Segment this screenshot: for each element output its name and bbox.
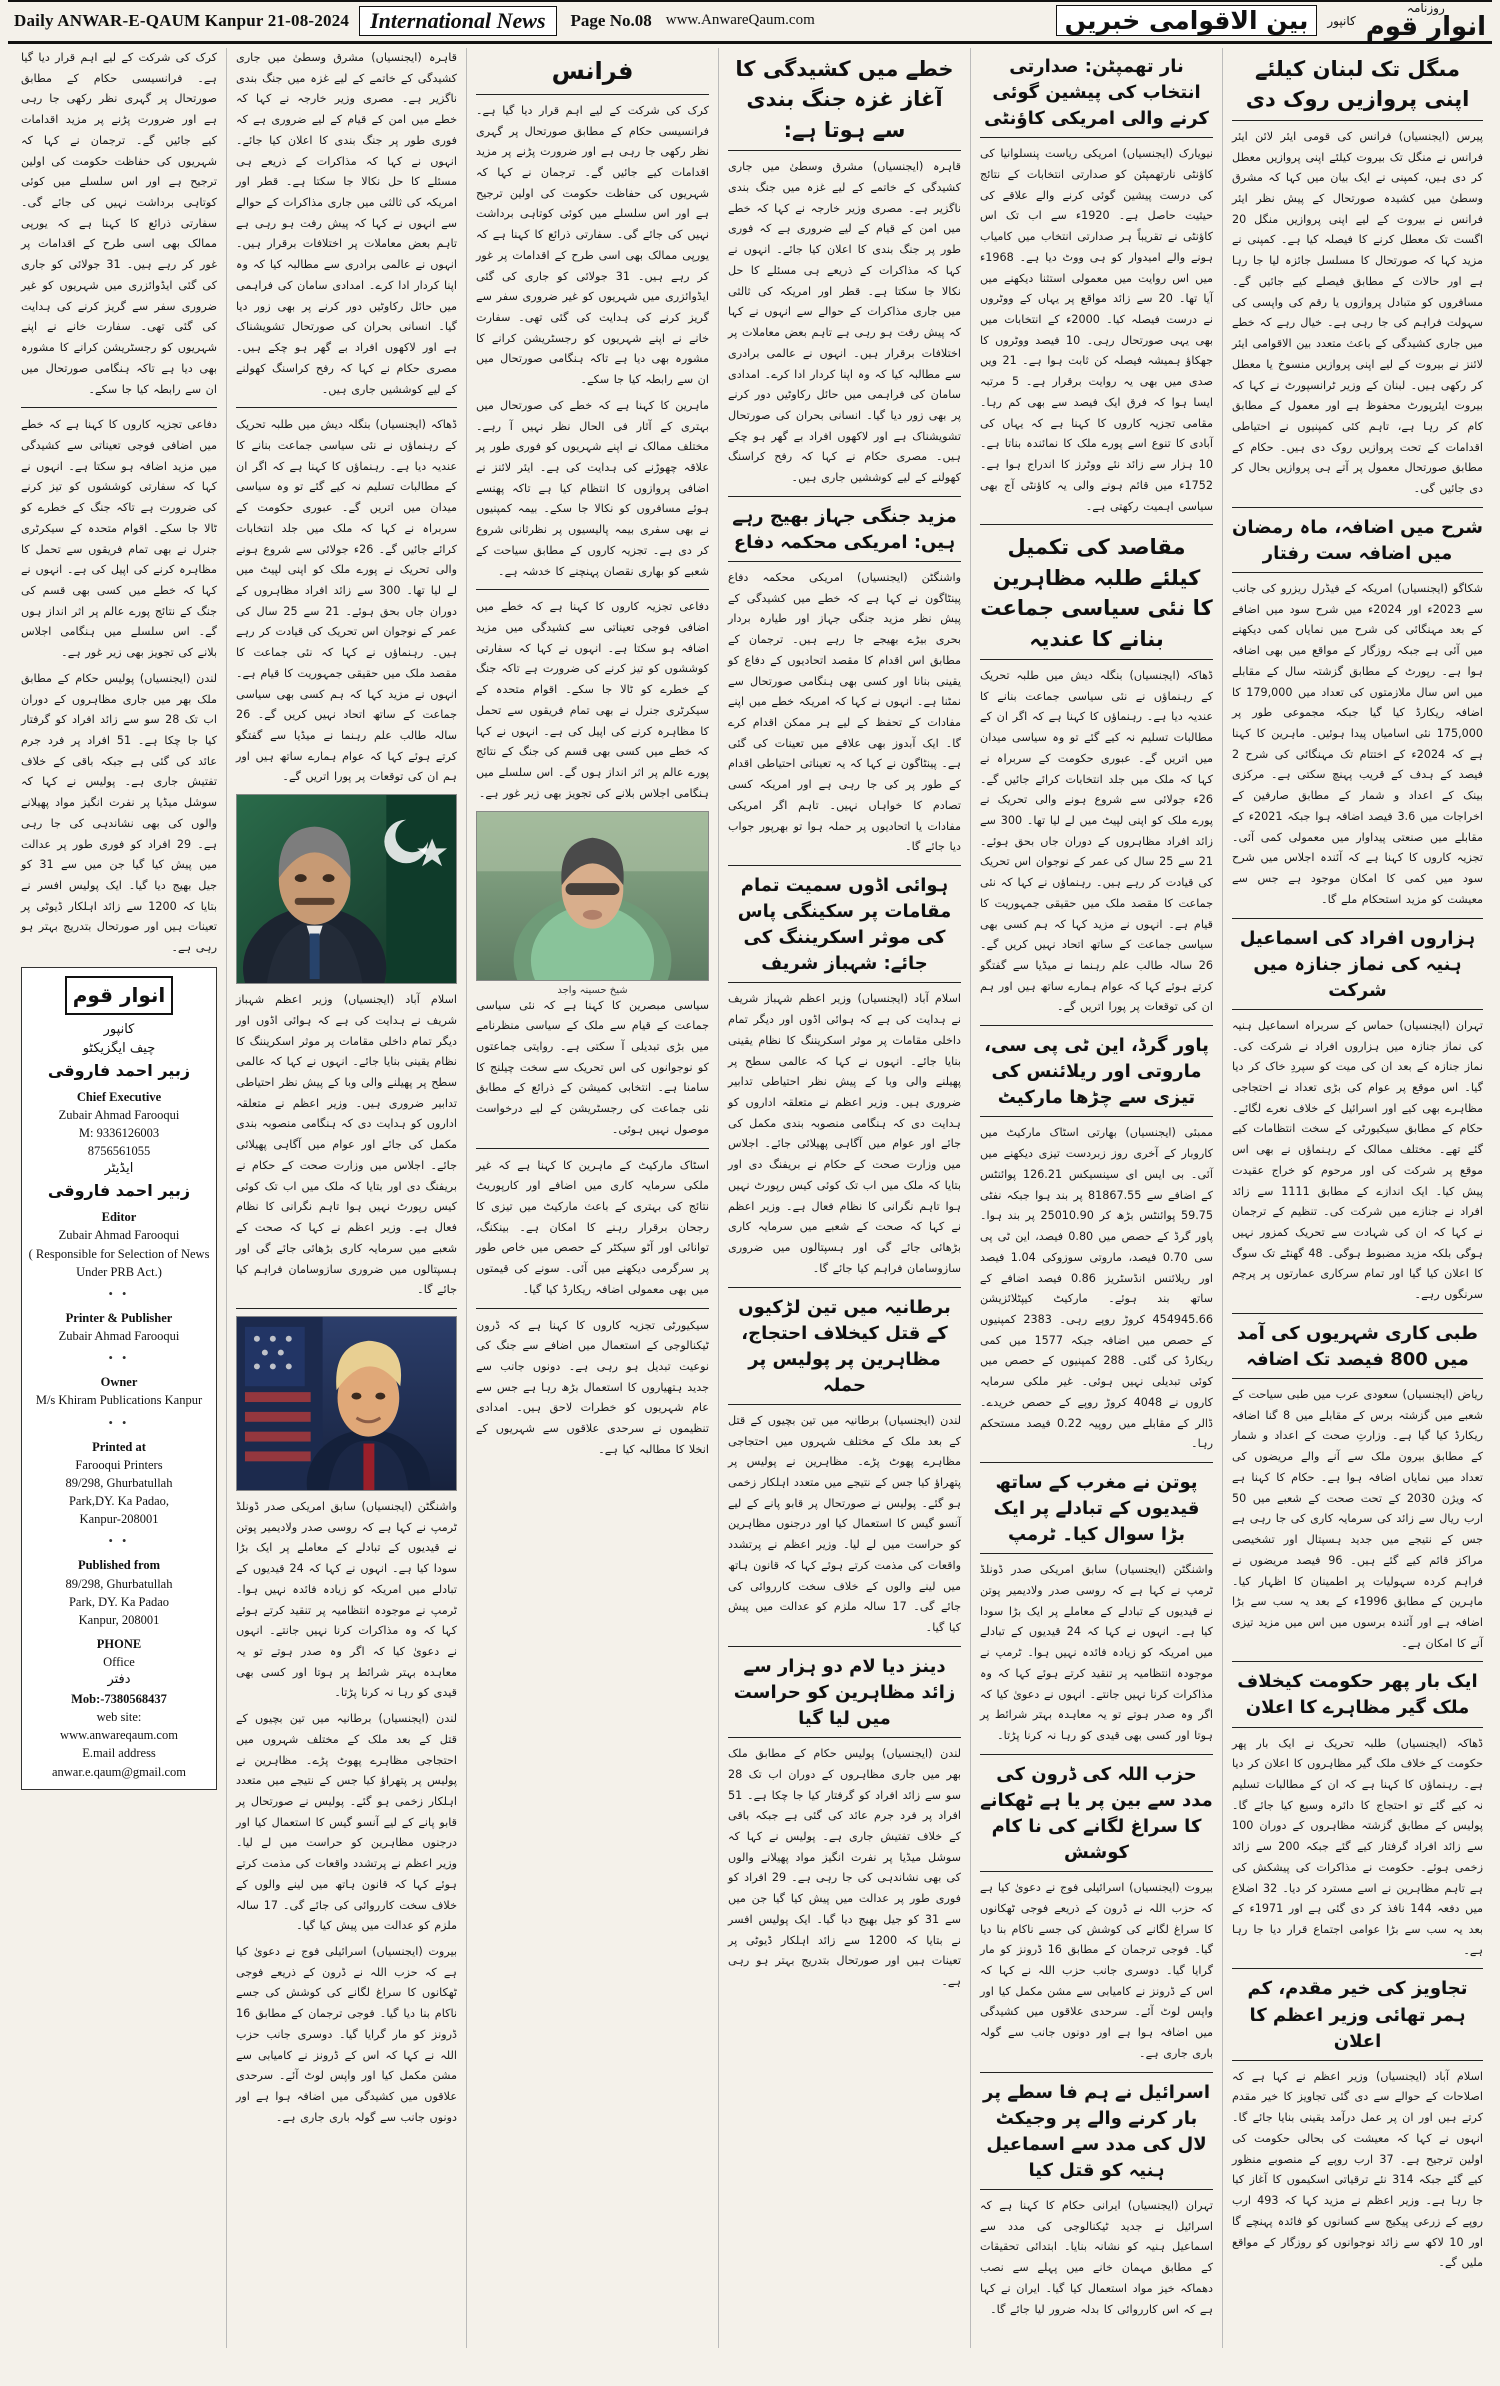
article-body: اسلام آباد (ایجنسیاں) وزیر اعظم نے کہا ہے کہ اصلاحات کے حوالے سے دی گئی تجاویز کا خیر مقدم کرتے ہیں اور ان پر عمل درآمد یقینی بنایا جائے گا۔ انہوں نے کہا کہ معیشت کی بحالی حکومت کی اولین ترجیح ہے۔ 37 ارب روپے کے منصوبے منظور کیے گئے جبکہ 314 نئے ترقیاتی اسکیموں کا آغاز کیا جا رہا ہے۔ وزیر اعظم نے مزید کہا کہ 493 ارب روپے کے زرعی پیکیج سے کسانوں کو فائدہ پہنچے گا اور 10 لاکھ سے زائد نوجوانوں کو روزگار کے مواقع ملیں گے۔ [1232,2069,1483,2270]
photo-caption-hasina: شیخ حسینہ واجد [557,984,628,996]
article-putin-prisoner-swap [980,1560,1213,1746]
article-gaza-ceasefire [728,157,961,489]
article-body: شکاگو (ایجنسیاں) امریکہ کے فیڈرل ریزرو کی جانب سے 2023ء اور 2024ء میں شرح سود میں اضافے کے بعد مہنگائی کی شرح میں نمایاں کمی دیکھنے میں آئی ہے جبکہ روزگار کے مواقع میں بھی اضافہ ہوا ہے۔ رپورٹ کے مطابق گزشتہ سال کے مقابلے میں اس سال ملازمتوں کی تعداد میں 179,000 کا اضافہ ریکارڈ کیا گیا جبکہ مجموعی طور پر 175,000 نئی اسامیاں پیدا ہوئیں۔ ماہرین کا کہنا ہے کہ 2024ء کے اختتام تک مہنگائی کی شرح 2 فیصد کے ہدف کے قریب پہنچ سکتی ہے۔ مرکزی بینک کے اعداد و شمار کے مطابق صارفین کے اخراجات میں 3.6 فیصد اضافہ ہوا جبکہ 2021ء کے مقابلے میں صنعتی پیداوار میں معمولی کمی آئی۔ تجزیہ کاروں کا کہنا ہے کہ آئندہ اجلاس میں شرح سود میں کمی کا امکان موجود ہے جس سے معیشت کو مزید استحکام ملے گا۔ [1232,582,1483,906]
imprint-logo-sub: کانپور [103,1021,135,1037]
imprint-printer-name: Zubair Ahmad Farooqui [58,1329,180,1344]
divider [980,524,1213,525]
imprint-printed-name: Farooqui Printers [75,1457,163,1472]
article-col5-bottom [236,1497,457,2129]
article-col6-top [21,48,217,400]
headline-airport-screening: ہوائی اڈوں سمیت تمام مقامات پر سکینگی پاس کی موثر اسکریننگ کی جائے: شہباز شریف [728,873,961,983]
divider [980,2072,1213,2073]
article-body: ممبئی (ایجنسیاں) بھارتی اسٹاک مارکیٹ میں کاروبار کے آخری روز زبردست تیزی دیکھنے میں آئی۔ بی ایس ای سینسیکس 126.21 پوائنٹس کے اضافے سے 81867.55 پر بند ہوا جبکہ نفٹی 59.75 پوائنٹس بڑھ کر 25010.90 پر بند ہوا۔ پاور گرڈ کے حصص میں 0.80 فیصد، این ٹی پی سی 0.70 فیصد، ماروتی سوزوکی 1.04 فیصد اور ریلائنس انڈسٹریز 0.86 فیصد اضافے کے ساتھ بند ہوئے۔ مارکیٹ کیپٹلائزیشن 454945.66 کروڑ روپے رہی۔ 2383 کمپنیوں کے حصص میں اضافہ جبکہ 1577 میں کمی ریکارڈ کی گئی۔ 288 کمپنیوں کے حصص میں کوئی تبدیلی نہیں ہوئی۔ غیر ملکی سرمایہ کاروں نے 4048 کروڑ روپے کے حصص خریدے۔ ڈالر کے مقابلے میں روپیہ 0.22 فیصد مستحکم رہا۔ [980,1126,1214,1451]
headline-stock-market: پاور گرڈ، این ٹی پی سی، ماروتی اور ریلائنس کی تیزی سے چڑھا مارکیٹ [980,1033,1213,1117]
divider [980,1462,1213,1463]
article-body: ڈھاکہ (ایجنسیاں) بنگلہ دیش میں طلبہ تحریک کے رہنماؤں نے نئی سیاسی جماعت بنانے کا عندیہ دیا ہے۔ رہنماؤں کا کہنا ہے کہ اگر ان کے مطالبات تسلیم نہ کیے گئے تو وہ سیاسی میدان میں اتریں گے۔ عبوری حکومت کے سربراہ نے کہا کہ ملک میں جلد انتخابات کرائے جائیں گے۔ 26ء جولائی سے شروع ہونے والی تحریک نے پورے ملک کو اپنی لپیٹ میں لے لیا تھا۔ 300 سے زائد افراد مظاہروں کے دوران جاں بحق ہوئے۔ 21 سے 25 سال کی عمر کے نوجوان اس تحریک کی قیادت کر رہے ہیں۔ رہنماؤں نے کہا کہ نئی جماعت کا مقصد ملک میں حقیقی جمہوریت کا قیام ہے۔ انہوں نے مزید کہا کہ ہم کسی بھی سیاسی جماعت کے ساتھ اتحاد نہیں کریں گے۔ 26 سالہ طالب علم رہنما نے میڈیا سے گفتگو کرتے ہوئے کہا کہ عوام ہمارے ساتھ ہیں اور ہم ان کی توقعات پر پورا اتریں گے۔ [236,418,458,784]
divider [980,1754,1213,1755]
article-us-warships [728,568,961,858]
article-uk-protests [728,1411,961,1639]
imprint-published-addr1: 89/298, Ghurbatullah [65,1576,173,1591]
imprint-mobile: Mob:-7380568437 [71,1692,167,1707]
article-airport-screening [728,989,961,1279]
headline-france: فرانس [476,54,709,95]
column-4 [466,48,718,2348]
divider [236,1308,457,1309]
imprint-owner-label: Owner [100,1375,138,1390]
headline-rate-increase: شرح میں اضافہ، ماہ رمضان میں اضافہ ست رفتار [1232,515,1483,573]
imprint-email[interactable]: anwar.e.qaum@gmail.com [51,1764,187,1779]
article-body: سیکیورٹی تجزیہ کاروں کا کہنا ہے کہ ڈرون ٹیکنالوجی کے استعمال میں اضافے سے جنگ کی نوعیت تبدیل ہو رہی ہے۔ دونوں جانب سے جدید ہتھیاروں کا استعمال بڑھ رہا ہے جس سے عام شہریوں کو خطرات لاحق ہیں۔ امدادی تنظیموں نے سرحدی علاقوں سے شہریوں کے انخلا کا مطالبہ کیا ہے۔ [476,1318,709,1456]
headline-student-party: مقاصد کی تکمیل کیلئے طلبہ مظاہرین کا نئی سیاسی جماعت بنانے کا عندیہ [980,532,1213,660]
imprint-editor-note: ( Responsible for Selection of News Under PRB Act.) [28,1246,210,1279]
article-body: ڈھاکہ (ایجنسیاں) بنگلہ دیش میں طلبہ تحریک کے رہنماؤں نے نئی سیاسی جماعت بنانے کا عندیہ دیا ہے۔ رہنماؤں کا کہنا ہے کہ اگر ان کے مطالبات تسلیم نہ کیے گئے تو وہ سیاسی میدان میں اتریں گے۔ عبوری حکومت کے سربراہ نے کہا کہ ملک میں جلد انتخابات کرائے جائیں گے۔ 26ء جولائی سے شروع ہونے والی تحریک نے پورے ملک کو اپنی لپیٹ میں لے لیا تھا۔ 300 سے زائد افراد مظاہروں کے دوران جاں بحق ہوئے۔ 21 سے 25 سال کی عمر کے نوجوان اس تحریک کی قیادت کر رہے ہیں۔ رہنماؤں نے کہا کہ نئی جماعت کا مقصد ملک میں حقیقی جمہوریت کا قیام ہے۔ انہوں نے مزید کہا کہ ہم کسی بھی سیاسی جماعت کے ساتھ اتحاد نہیں کریں گے۔ 26 سالہ طالب علم رہنما نے میڈیا سے گفتگو کرتے ہوئے کہا کہ عوام ہمارے ساتھ ہیں اور ہم ان کی توقعات پر پورا اتریں گے۔ [980,668,1213,1014]
imprint-office-urdu: دفتر [107,1672,131,1688]
article-body: کرک کی شرکت کے لیے اہم قرار دیا گیا ہے۔ فرانسیسی حکام کے مطابق صورتحال پر گہری نظر رکھی جا رہی ہے اور ضرورت پڑنے پر مزید اقدامات کیے جائیں گے۔ ترجمان نے کہا کہ شہریوں کی حفاظت حکومت کی اولین ترجیح ہے اور اس سلسلے میں کوئی کوتاہی برداشت نہیں کی جائے گی۔ سفارتی ذرائع کا کہنا ہے کہ یورپی ممالک بھی اسی طرح کے اقدامات پر غور کر رہے ہیں۔ 31 جولائی کو جاری کی گئی ایڈوائزری میں شہریوں کو غیر ضروری سفر سے گریز کرنے کی ہدایت کی گئی تھی۔ سفارت خانے نے اپنے شہریوں کو رجسٹریشن کرانے کا مشورہ بھی دیا ہے تاکہ ہنگامی صورتحال میں ان سے رابطہ کیا جا سکے۔ [21,51,217,396]
headline-pm-proposals: تجاویز کی خیر مقدم، کم ہمر تھائی وزیر اعظم کا اعلان [1232,1976,1483,2060]
imprint-printed-label: Printed at [92,1439,146,1454]
article-col5-top [236,48,457,400]
column-6 [12,48,226,2348]
article-security-analysis [476,1316,709,1461]
divider [728,1287,961,1288]
article-stock-market [980,1123,1213,1455]
divider [728,1646,961,1647]
article-body: قاہرہ (ایجنسیاں) مشرق وسطیٰ میں جاری کشیدگی کے خاتمے کے لیے غزہ میں جنگ بندی ناگزیر ہے۔ مصری وزیر خارجہ نے کہا کہ خطے میں امن کے قیام کے لیے ضروری ہے کہ فوری طور پر جنگ بندی کا اعلان کیا جائے۔ انہوں نے کہا کہ مذاکرات کے ذریعے ہی مسئلے کا حل نکالا جا سکتا ہے۔ قطر اور امریکہ کی ثالثی میں جاری مذاکرات کے حوالے سے انہوں نے کہا کہ پیش رفت ہو رہی ہے تاہم بعض معاملات پر اختلافات برقرار ہیں۔ انہوں نے عالمی برادری سے مطالبہ کیا کہ وہ اپنا کردار ادا کرے۔ امدادی سامان کی فراہمی میں حائل رکاوٹیں دور کرنے پر بھی زور دیا گیا۔ انسانی بحران کی صورتحال تشویشناک ہے اور لاکھوں افراد بے گھر ہو چکے ہیں۔ مصری حکام نے کہا کہ رفح کراسنگ کھولنے کے لیے کوششیں جاری ہیں۔ [728,160,961,485]
imprint-printed-addr1: 89/298, Ghurbatullah [65,1475,173,1490]
headline-gaza-ceasefire: خطے میں کشیدگی کا آغاز غزہ جنگ بندی سے ہوتا ہے: [728,54,961,151]
article-body: ڈھاکہ (ایجنسیاں) طلبہ تحریک نے ایک بار پھر حکومت کے خلاف ملک گیر مظاہروں کا اعلان کر دیا ہے۔ رہنماؤں کا کہنا ہے کہ ان کے مطالبات تسلیم نہ کیے گئے تو احتجاج کا دائرہ وسیع کیا جائے گا۔ پولیس کے مطابق گزشتہ مظاہروں کے دوران 100 سے زائد افراد گرفتار کیے گئے جبکہ 200 سے زائد زخمی ہوئے۔ حکومت نے مذاکرات کی پیشکش کی ہے تاہم مظاہرین نے اسے مسترد کر دیا۔ 32 اضلاع میں دفعہ 144 نافذ کر دی گئی ہے اور 1971ء کے بعد یہ سب سے بڑا عوامی اجتماع قرار دیا جا رہا ہے۔ [1232,1736,1483,1957]
divider [21,407,217,408]
masthead [8,0,1492,44]
imprint-chief-label: چیف ایگزیکٹو [82,1040,156,1056]
article-body: اسلام آباد (ایجنسیاں) وزیر اعظم شہباز شریف نے ہدایت کی ہے کہ ہوائی اڈوں اور دیگر تمام داخلی مقامات پر موثر اسکریننگ کا نظام یقینی بنایا جائے۔ انہوں نے کہا کہ عالمی سطح پر پھیلنے والی وبا کے پیش نظر احتیاطی تدابیر ضروری ہیں۔ وزیر اعظم نے متعلقہ اداروں کو ہدایت دی کہ ہنگامی منصوبہ بندی مکمل کی جائے اور عوام میں آگاہی پھیلائی جائے۔ اجلاس میں وزارت صحت کے حکام نے بریفنگ دی اور بتایا کہ ملک میں اب تک کوئی کیس رپورٹ نہیں ہوا تاہم نگرانی کا نظام فعال ہے۔ وزیر اعظم نے کہا کہ صحت کے شعبے میں سرمایہ کاری بڑھائی جائے گی اور ہسپتالوں میں ضروری سازوسامان فراہم کیا جائے گا۔ [728,992,961,1275]
article-body: لندن (ایجنسیاں) پولیس حکام کے مطابق ملک بھر میں جاری مظاہروں کے دوران اب تک 28 سو سے زائد افراد کو گرفتار کیا جا چکا ہے۔ 51 افراد پر فرد جرم عائد کی گئی ہے جبکہ باقی کے خلاف تفتیش جاری ہے۔ پولیس نے کہا کہ سوشل میڈیا پر نفرت انگیز مواد پھیلانے والوں کی بھی نشاندہی کی جا رہی ہے۔ 29 افراد کو فوری طور پر عدالت میں پیش کیا گیا جن میں سے 31 کو جیل بھیج دیا گیا۔ ایک پولیس افسر نے بتایا کہ 1200 سے زائد اہلکار ڈیوٹی پر تعینات ہیں اور صورتحال بتدریج بہتر ہو رہی ہے۔ [21,671,218,955]
imprint-chief-urdu: زبیر احمد فاروقی [47,1060,191,1080]
masthead-section-en: International News [359,6,556,36]
article-uk-arrests [728,1744,961,1993]
imprint-divider-2: • • [108,1351,130,1366]
headline-northampton-county: نار تھمپٹن: صدارتی انتخاب کی پیشین گوئی کرنے والی امریکی کاؤنٹی [980,54,1213,138]
headline-us-warships: مزید جنگی جہاز بھیج رہے ہیں: امریکی محکمہ دفاع [728,504,961,562]
imprint-published-addr2: Park, DY. Ka Padao [68,1594,170,1609]
article-body: تہران (ایجنسیاں) حماس کے سربراہ اسماعیل ہنیہ کی نماز جنازہ میں ہزاروں افراد نے شرکت کی۔ نماز جنازہ کے بعد ان کی میت کو سپردِ خاک کر دیا گیا۔ اس موقع پر عوام کی بڑی تعداد نے احتجاجی مظاہرے بھی کیے اور اسرائیل کے خلاف نعرے لگائے۔ حکام کے مطابق سیکیورٹی کے سخت انتظامات کیے گئے تھے۔ مختلف ممالک کے رہنماؤں نے بھی اس موقع پر شرکت کی اور مرحوم کو خراج عقیدت پیش کیا۔ ایک اندازے کے مطابق 1111 سے زائد افراد نے جنازے میں شرکت کی۔ تنظیم کے ترجمان نے کہا کہ ان کی شہادت سے تحریک کمزور نہیں ہوگی بلکہ مزید مضبوط ہوگی۔ 48 گھنٹے تک سوگ کا اعلان کیا گیا اور تمام سرکاری عمارتوں پر پرچم سرنگوں رہے۔ [1232,1018,1483,1302]
imprint-chief-mobile: M: 9336126003 [78,1126,160,1141]
imprint-printed-addr3: Kanpur-208001 [79,1512,159,1527]
article-rate-increase [1232,579,1483,911]
masthead-left-title: Daily ANWAR-E-QAUM Kanpur 21-08-2024 [14,10,350,30]
article-defence-analysis [476,597,709,804]
headline-putin-prisoner-swap: پوتن نے مغرب کے ساتھ قیدیوں کے تبادلے پر ایک بڑا سوال کیا۔ ٹرمپ [980,1470,1213,1554]
imprint-published-addr3: Kanpur, 208001 [78,1612,160,1627]
headline-hezbollah-drone: حزب اللہ کی ڈرون کی مدد سے بین پر یا ہے ٹھکانے کا سراغ لگانے کی نا کام کوشش [980,1762,1213,1872]
column-grid [8,48,1492,2348]
photo-sheikh-hasina [476,811,709,981]
divider [980,1025,1213,1026]
divider [728,865,961,866]
masthead-urdu-city: کانپور [1327,13,1356,28]
divider [476,1148,709,1149]
divider [728,496,961,497]
divider [476,589,709,590]
article-body: دفاعی تجزیہ کاروں کا کہنا ہے کہ خطے میں اضافی فوجی تعیناتی سے کشیدگی میں مزید اضافہ ہو سکتا ہے۔ انہوں نے کہا کہ سفارتی کوششوں کو تیز کرنے کی ضرورت ہے تاکہ جنگ کے خطرے کو ٹالا جا سکے۔ اقوام متحدہ کے سیکرٹری جنرل نے بھی تمام فریقوں سے تحمل کا مظاہرہ کرنے کی اپیل کی ہے۔ انہوں نے کہا کہ خطے میں کسی بھی قسم کی جنگ کے نتائج پورے عالم پر اثر انداز ہوں گے۔ اس سلسلے میں ہنگامی اجلاس بلانے کی تجویز بھی زیر غور ہے۔ [476,600,709,800]
headline-lebanon-flights: مںگل تک لبنان کیلئے اپنی پروازیں روک دی [1232,54,1483,121]
imprint-chief-name: Zubair Ahmad Farooqui [58,1107,180,1122]
divider [1232,1313,1483,1314]
article-haniyeh-funeral [1232,1016,1483,1306]
article-pm-proposals [1232,2067,1483,2274]
divider [476,1308,709,1309]
imprint-chief-title: Chief Executive [76,1089,162,1104]
headline-uk-arrests: دینز دیا لام دو ہزار سے زائد مظاہرین کو حراست میں لیا گیا [728,1654,961,1738]
article-hezbollah-drone [980,1878,1213,2064]
imprint-chief-mobile2: 8756561055 [87,1144,151,1159]
imprint-email-label: E.mail address [82,1746,156,1761]
article-medical-tourism [1232,1385,1483,1654]
headline-haniyeh-killing: اسرائیل نے ہم فا سطے پر بار کرنے والے پر وجیکٹ لال کی مدد سے اسماعیل ہنیہ کو قتل کیا [980,2080,1213,2190]
headline-nationwide-protest: ایک بار پھر حکومت کیخلاف ملک گیر مظاہرے کا اعلان [1232,1669,1483,1727]
divider [1232,1968,1483,1969]
imprint-divider-3: • • [108,1415,130,1430]
imprint-divider: • • [108,1286,130,1301]
article-student-party [980,666,1213,1018]
article-body: بیروت (ایجنسیاں) اسرائیلی فوج نے دعویٰ کیا ہے کہ حزب اللہ نے ڈرون کے ذریعے فوجی ٹھکانوں کا سراغ لگانے کی کوشش کی جسے ناکام بنا دیا گیا۔ فوجی ترجمان کے مطابق 16 ڈرونز کو مار گرایا گیا۔ دوسری جانب حزب اللہ نے کہا کہ اس کے ڈرونز نے کامیابی سے مشن مکمل کیا اور واپس لوٹ آئے۔ سرحدی علاقوں میں کشیدگی میں اضافہ ہوا ہے اور دونوں جانب سے گولہ باری جاری ہے۔ [236,1945,457,2124]
article-body: لندن (ایجنسیاں) برطانیہ میں تین بچیوں کے قتل کے بعد ملک کے مختلف شہروں میں احتجاجی مظاہرے پھوٹ پڑے۔ مظاہرین نے پولیس پر پتھراؤ کیا جس کے نتیجے میں متعدد اہلکار زخمی ہو گئے۔ پولیس نے صورتحال پر قابو پانے کے لیے آنسو گیس کا استعمال کیا اور درجنوں مظاہرین کو حراست میں لے لیا۔ وزیر اعظم نے پرتشدد واقعات کی مذمت کرتے ہوئے کہا کہ قانون ہاتھ میں لینے والوں کے خلاف سخت کارروائی کی جائے گی۔ 17 سالہ ملزم کو عدالت میں پیش کیا گیا۔ [728,1413,961,1635]
headline-haniyeh-funeral: ہزاروں افراد کی اسماعیل ہنیہ کی نماز جنازہ میں شرکت [1232,926,1483,1010]
masthead-page-number: Page No.08 [570,10,652,30]
divider [1232,507,1483,508]
article-body: ماہرین کا کہنا ہے کہ خطے کی صورتحال میں بہتری کے آثار فی الحال نظر نہیں آ رہے۔ مختلف ممالک نے اپنے شہریوں کو فوری طور پر علاقہ چھوڑنے کی ہدایت کی ہے۔ ایئر لائنز نے اضافی پروازوں کا انتظام کیا ہے تاکہ پھنسے ہوئے مسافروں کو نکالا جا سکے۔ بیمہ کمپنیوں نے بھی سفری بیمہ پالیسیوں پر نظرثانی شروع کر دی ہے۔ تجزیہ کاروں کے مطابق سیاحت کے شعبے کو بھاری نقصان پہنچنے کا خدشہ ہے۔ [476,398,709,578]
masthead-urdu-title: انوار قوم [1365,11,1486,42]
article-col5-mid [236,415,457,788]
article-body: سیاسی مبصرین کا کہنا ہے کہ نئی سیاسی جماعت کے قیام سے ملک کے سیاسی منظرنامے میں بڑی تبدیلی آ سکتی ہے۔ روایتی جماعتوں کو نوجوانوں کی اس تحریک سے سخت چیلنج کا سامنا ہے۔ انتخابی کمیشن کے ذرائع کے مطابق نئی جماعت کی رجسٹریشن کے لیے درخواست موصول نہیں ہوئی۔ [476,998,709,1136]
article-body: قاہرہ (ایجنسیاں) مشرق وسطیٰ میں جاری کشیدگی کے خاتمے کے لیے غزہ میں جنگ بندی ناگزیر ہے۔ مصری وزیر خارجہ نے کہا کہ خطے میں امن کے قیام کے لیے ضروری ہے کہ فوری طور پر جنگ بندی کا اعلان کیا جائے۔ انہوں نے کہا کہ مذاکرات کے ذریعے ہی مسئلے کا حل نکالا جا سکتا ہے۔ قطر اور امریکہ کی ثالثی میں جاری مذاکرات کے حوالے سے انہوں نے کہا کہ پیش رفت ہو رہی ہے تاہم بعض معاملات پر اختلافات برقرار ہیں۔ انہوں نے عالمی برادری سے مطالبہ کیا کہ وہ اپنا کردار ادا کرے۔ امدادی سامان کی فراہمی میں حائل رکاوٹیں دور کرنے پر بھی زور دیا گیا۔ انسانی بحران کی صورتحال تشویشناک ہے اور لاکھوں افراد بے گھر ہو چکے ہیں۔ مصری حکام نے کہا کہ رفح کراسنگ کھولنے کے لیے کوششیں جاری ہیں۔ [236,51,457,396]
article-body: بیروت (ایجنسیاں) اسرائیلی فوج نے دعویٰ کیا ہے کہ حزب اللہ نے ڈرون کے ذریعے فوجی ٹھکانوں کا سراغ لگانے کی کوشش کی جسے ناکام بنا دیا گیا۔ فوجی ترجمان کے مطابق 16 ڈرونز کو مار گرایا گیا۔ دوسری جانب حزب اللہ نے کہا کہ اس کے ڈرونز نے کامیابی سے مشن مکمل کیا اور واپس لوٹ آئے۔ سرحدی علاقوں میں کشیدگی میں اضافہ ہوا ہے اور دونوں جانب سے گولہ باری جاری ہے۔ [980,1881,1213,2060]
headline-uk-protests: برطانیہ میں تین لڑکیوں کے قتل کیخلاف احتجاج، مظاہرین پر پولیس پر حملہ [728,1295,961,1405]
imprint-editor-label: ایڈیٹر [104,1161,134,1177]
article-france-continued [476,101,709,583]
article-body: نیویارک (ایجنسیاں) امریکی ریاست پنسلوانیا کی کاؤنٹی نارتھمپٹن کو صدارتی انتخابات کے نتائج کی درست پیشین گوئی کرنے والے علاقے کی حیثیت حاصل ہے۔ 1920ء سے اب تک اس کاؤنٹی نے تقریباً ہر صدارتی انتخاب میں کامیاب ہونے والے امیدوار کو ہی ووٹ دیا ہے۔ 1968ء میں اس روایت میں معمولی استثنا دیکھنے میں آیا تھا۔ 20 سے زائد مواقع پر یہاں کے ووٹروں نے درست فیصلہ کیا۔ 2000ء کے انتخابات میں بھی یہی صورتحال رہی۔ 10 فیصد ووٹروں کا جھکاؤ ہمیشہ فیصلہ کن ثابت ہوا ہے۔ 21 ویں صدی میں بھی یہ روایت برقرار ہے۔ 5 مرتبہ ایسا ہوا کہ فرق ایک فیصد سے بھی کم رہا۔ مقامی تجزیہ کاروں کا کہنا ہے کہ یہاں کی آبادی کا تنوع اسے پورے ملک کا نمائندہ بناتا ہے۔ 10 ہزار سے زائد نئے ووٹرز کا اندراج ہوا ہے۔ 1752ء میں قائم ہونے والی یہ کاؤنٹی آج بھی سیاسی اہمیت رکھتی ہے۔ [980,147,1213,513]
imprint-office-label: Office [103,1655,135,1670]
imprint-printed-addr2: Park,DY. Ka Padao, [68,1494,170,1509]
divider [1232,918,1483,919]
article-col5-after-photo [236,990,457,1301]
article-col6-mid [21,415,217,959]
article-body: اسلام آباد (ایجنسیاں) وزیر اعظم شہباز شریف نے ہدایت کی ہے کہ ہوائی اڈوں اور دیگر تمام داخلی مقامات پر موثر اسکریننگ کا نظام یقینی بنایا جائے۔ انہوں نے کہا کہ عالمی سطح پر پھیلنے والی وبا کے پیش نظر احتیاطی تدابیر ضروری ہیں۔ وزیر اعظم نے متعلقہ اداروں کو ہدایت دی کہ ہنگامی منصوبہ بندی مکمل کی جائے اور عوام میں آگاہی پھیلائی جائے۔ اجلاس میں وزارت صحت کے حکام نے بریفنگ دی اور بتایا کہ ملک میں اب تک کوئی کیس رپورٹ نہیں ہوا تاہم نگرانی کا نظام فعال ہے۔ وزیر اعظم نے کہا کہ صحت کے شعبے میں سرمایہ کاری بڑھائی جائے گی اور ہسپتالوں میں ضروری سازوسامان فراہم کیا جائے گا۔ [236,993,457,1297]
imprint-website[interactable]: www.anwareqaum.com [60,1728,178,1743]
photo-shehbaz-sharif [236,794,457,984]
imprint-editor-title: Editor [101,1210,137,1225]
article-market-analysis [476,1156,709,1301]
article-haniyeh-killing [980,2196,1213,2320]
imprint-box [21,967,217,1790]
column-5 [226,48,466,2348]
imprint-divider-4: • • [108,1534,130,1549]
imprint-published-label: Published from [77,1558,161,1573]
imprint-phone-label: PHONE [96,1636,142,1651]
imprint-printer-label: Printer & Publisher [65,1310,173,1325]
imprint-owner-name: M/s Khiram Publications Kanpur [35,1393,203,1408]
article-body: واشنگٹن (ایجنسیاں) سابق امریکی صدر ڈونلڈ ٹرمپ نے کہا ہے کہ روسی صدر ولادیمیر پوتن نے قیدیوں کے تبادلے کے معاملے پر ایک بڑا سودا کیا ہے۔ انہوں نے کہا کہ 24 قیدیوں کے تبادلے میں امریکہ کو زیادہ فائدہ نہیں ہوا۔ ٹرمپ نے موجودہ انتظامیہ پر تنقید کرتے ہوئے کہا کہ وہ مذاکرات کرنا نہیں جانتے۔ انہوں نے دعویٰ کیا کہ اگر وہ صدر ہوتے تو یہ معاہدہ بہتر شرائط پر ہوتا اور کسی بھی قیدی کو رہا نہ کرنا پڑتا۔ [236,1499,457,1700]
article-political-analysis [476,996,709,1141]
article-body: ریاض (ایجنسیاں) سعودی عرب میں طبی سیاحت کے شعبے میں گزشتہ برس کے مقابلے میں 8 گنا اضافہ ریکارڈ کیا گیا ہے۔ وزارتِ صحت کے اعداد و شمار کے مطابق بیرون ملک سے آنے والے مریضوں کی تعداد میں نمایاں اضافہ ہوا ہے۔ حکام کا کہنا ہے کہ ویژن 2030 کے تحت صحت کے شعبے میں 50 ارب ریال سے زائد کی سرمایہ کاری کی جا رہی ہے جس کے نتیجے میں جدید ہسپتال اور تشخیصی مراکز قائم کیے گئے ہیں۔ 96 فیصد مریضوں نے فراہم کردہ سہولیات پر اطمینان کا اظہار کیا۔ ماہرین کے مطابق 1996ء کے بعد یہ سب سے بڑا اضافہ ہے اور آئندہ برسوں میں اس میں مزید تیزی آنے کا امکان ہے۔ [1232,1388,1483,1650]
article-body: دفاعی تجزیہ کاروں کا کہنا ہے کہ خطے میں اضافی فوجی تعیناتی سے کشیدگی میں مزید اضافہ ہو سکتا ہے۔ انہوں نے کہا کہ سفارتی کوششوں کو تیز کرنے کی ضرورت ہے تاکہ جنگ کے خطرے کو ٹالا جا سکے۔ اقوام متحدہ کے سیکرٹری جنرل نے بھی تمام فریقوں سے تحمل کا مظاہرہ کرنے کی اپیل کی ہے۔ انہوں نے کہا کہ خطے میں کسی بھی قسم کی جنگ کے نتائج پورے عالم پر اثر انداز ہوں گے۔ اس سلسلے میں ہنگامی اجلاس بلانے کی تجویز بھی زیر غور ہے۔ [21,418,217,660]
article-body: تہران (ایجنسیاں) ایرانی حکام کا کہنا ہے کہ اسرائیل نے جدید ٹیکنالوجی کی مدد سے اسماعیل ہنیہ کو نشانہ بنایا۔ ابتدائی تحقیقات کے مطابق مہمان خانے میں پہلے سے نصب دھماکہ خیز مواد استعمال کیا گیا۔ ایران نے کہا ہے کہ اس کارروائی کا بدلہ ضرور لیا جائے گا۔ [980,2198,1213,2316]
photo-donald-trump [236,1316,457,1491]
newspaper-logo [65,976,174,1015]
article-body: واشنگٹن (ایجنسیاں) امریکی محکمہ دفاع پینٹاگون نے کہا ہے کہ خطے میں کشیدگی کے پیش نظر مزید جنگی جہاز اور طیارہ بردار بحری بیڑے بھیجے جا رہے ہیں۔ ترجمان کے مطابق اس اقدام کا مقصد اتحادیوں کے دفاع کو یقینی بنانا اور کسی بھی ہنگامی صورتحال سے نمٹنا ہے۔ انہوں نے کہا کہ امریکہ خطے میں اپنے مفادات کے تحفظ کے لیے ہر ممکن اقدام کرے گا۔ ایک آبدوز بھی علاقے میں تعینات کی گئی ہے۔ پینٹاگون نے کہا کہ یہ تعیناتی احتیاطی اقدام کے طور پر کی جا رہی ہے اور امریکہ کسی تصادم کا خواہاں نہیں۔ تاہم اگر امریکی مفادات یا اتحادیوں پر حملہ ہوا تو بھرپور جواب دیا جائے گا۔ [728,571,961,854]
article-body: پیرس (ایجنسیاں) فرانس کی قومی ایئر لائن ایئر فرانس نے منگل تک بیروت کیلئے اپنی پروازیں معطل کر دی ہیں، کمپنی نے ایک بیان میں کہا کہ مشرق وسطیٰ میں کشیدہ صورتحال کے پیش نظر ایئر فرانس نے بیروت کے لیے اپنی پروازیں منگل 20 اگست تک معطل کرنے کا فیصلہ کیا ہے۔ کمپنی نے مزید کہا کہ صورتحال کا مسلسل جائزہ لیا جا رہا ہے اور حالات کے مطابق فیصلے کیے جائیں گے۔ مسافروں کو متبادل پروازوں یا رقم کی واپسی کی سہولت فراہم کی جا رہی ہے۔ خیال رہے کہ خطے میں جاری کشیدگی کے باعث متعدد بین الاقوامی ایئر لائنز نے بیروت کے لیے اپنی پروازیں منسوخ یا معطل کر رکھی ہیں۔ لبنان کے وزیر ٹرانسپورٹ نے کہا کہ بیروت ایئرپورٹ محفوظ ہے اور معمول کے مطابق کام کر رہا ہے، تاہم کئی کمپنیوں نے احتیاطی اقدامات کے تحت پروازیں روک دی ہیں۔ حکام کے مطابق صورتحال معمول پر آتے ہی پروازیں بحال کر دی جائیں گی۔ [1232,129,1483,496]
article-body: واشنگٹن (ایجنسیاں) سابق امریکی صدر ڈونلڈ ٹرمپ نے کہا ہے کہ روسی صدر ولادیمیر پوتن نے قیدیوں کے تبادلے کے معاملے پر ایک بڑا سودا کیا ہے۔ انہوں نے کہا کہ 24 قیدیوں کے تبادلے میں امریکہ کو زیادہ فائدہ نہیں ہوا۔ ٹرمپ نے موجودہ انتظامیہ پر تنقید کرتے ہوئے کہا کہ وہ مذاکرات کرنا نہیں جانتے۔ انہوں نے دعویٰ کیا کہ اگر وہ صدر ہوتے تو یہ معاہدہ بہتر شرائط پر ہوتا اور کسی بھی قیدی کو رہا نہ کرنا پڑتا۔ [980,1563,1213,1742]
column-1 [1222,48,1492,2348]
headline-medical-tourism: طبی کاری شہریوں کی آمد میں 800 فیصد تک اضافہ [1232,1321,1483,1379]
imprint-web-label: web site: [96,1710,142,1725]
article-lebanon-flights [1232,127,1483,500]
masthead-urdu-section: بین الاقوامی خبریں [1056,5,1318,36]
article-northampton-county [980,144,1213,517]
article-body: کرک کی شرکت کے لیے اہم قرار دیا گیا ہے۔ فرانسیسی حکام کے مطابق صورتحال پر گہری نظر رکھی جا رہی ہے اور ضرورت پڑنے پر مزید اقدامات کیے جائیں گے۔ ترجمان نے کہا کہ شہریوں کی حفاظت حکومت کی اولین ترجیح ہے اور اس سلسلے میں کوئی کوتاہی برداشت نہیں کی جائے گی۔ سفارتی ذرائع کا کہنا ہے کہ یورپی ممالک بھی اسی طرح کے اقدامات پر غور کر رہے ہیں۔ 31 جولائی کو جاری کی گئی ایڈوائزری میں شہریوں کو غیر ضروری سفر سے گریز کرنے کی ہدایت کی گئی تھی۔ سفارت خانے نے اپنے شہریوں کو رجسٹریشن کرانے کا مشورہ بھی دیا ہے تاکہ ہنگامی صورتحال میں ان سے رابطہ کیا جا سکے۔ [476,103,709,387]
divider [1232,1661,1483,1662]
masthead-urdu-sub: روزنامہ [1406,0,1445,15]
masthead-website: www.AnwareQaum.com [665,12,815,28]
divider [236,407,457,408]
imprint-editor-urdu: زبیر احمد فاروقی [47,1181,191,1201]
article-body: اسٹاک مارکیٹ کے ماہرین کا کہنا ہے کہ غیر ملکی سرمایہ کاری میں اضافے اور کارپوریٹ نتائج کی بہتری کے باعث مارکیٹ میں تیزی کا رجحان برقرار رہنے کا امکان ہے۔ بینکنگ، توانائی اور آٹو سیکٹر کے حصص میں خاص طور پر سرگرمی دیکھنے میں آئی۔ سونے کی قیمتوں میں بھی معمولی اضافہ ریکارڈ کیا گیا۔ [476,1158,709,1296]
imprint-editor-name: Zubair Ahmad Farooqui [58,1228,180,1243]
column-3 [718,48,970,2348]
logo-text: انوار قوم [72,982,166,1007]
article-nationwide-protest [1232,1734,1483,1962]
article-body: لندن (ایجنسیاں) برطانیہ میں تین بچیوں کے قتل کے بعد ملک کے مختلف شہروں میں احتجاجی مظاہرے پھوٹ پڑے۔ مظاہرین نے پولیس پر پتھراؤ کیا جس کے نتیجے میں متعدد اہلکار زخمی ہو گئے۔ پولیس نے صورتحال پر قابو پانے کے لیے آنسو گیس کا استعمال کیا اور درجنوں مظاہرین کو حراست میں لے لیا۔ وزیر اعظم نے پرتشدد واقعات کی مذمت کرتے ہوئے کہا کہ قانون ہاتھ میں لینے والوں کے خلاف سخت کارروائی کی جائے گی۔ 17 سالہ ملزم کو عدالت میں پیش کیا گیا۔ [236,1712,457,1933]
column-2 [970,48,1222,2348]
article-body: لندن (ایجنسیاں) پولیس حکام کے مطابق ملک بھر میں جاری مظاہروں کے دوران اب تک 28 سو سے زائد افراد کو گرفتار کیا جا چکا ہے۔ 51 افراد پر فرد جرم عائد کی گئی ہے جبکہ باقی کے خلاف تفتیش جاری ہے۔ پولیس نے کہا کہ سوشل میڈیا پر نفرت انگیز مواد پھیلانے والوں کی بھی نشاندہی کی جا رہی ہے۔ 29 افراد کو فوری طور پر عدالت میں پیش کیا گیا جن میں سے 31 کو جیل بھیج دیا گیا۔ ایک پولیس افسر نے بتایا کہ 1200 سے زائد اہلکار ڈیوٹی پر تعینات ہیں اور صورتحال بتدریج بہتر ہو رہی ہے۔ [728,1747,962,1988]
